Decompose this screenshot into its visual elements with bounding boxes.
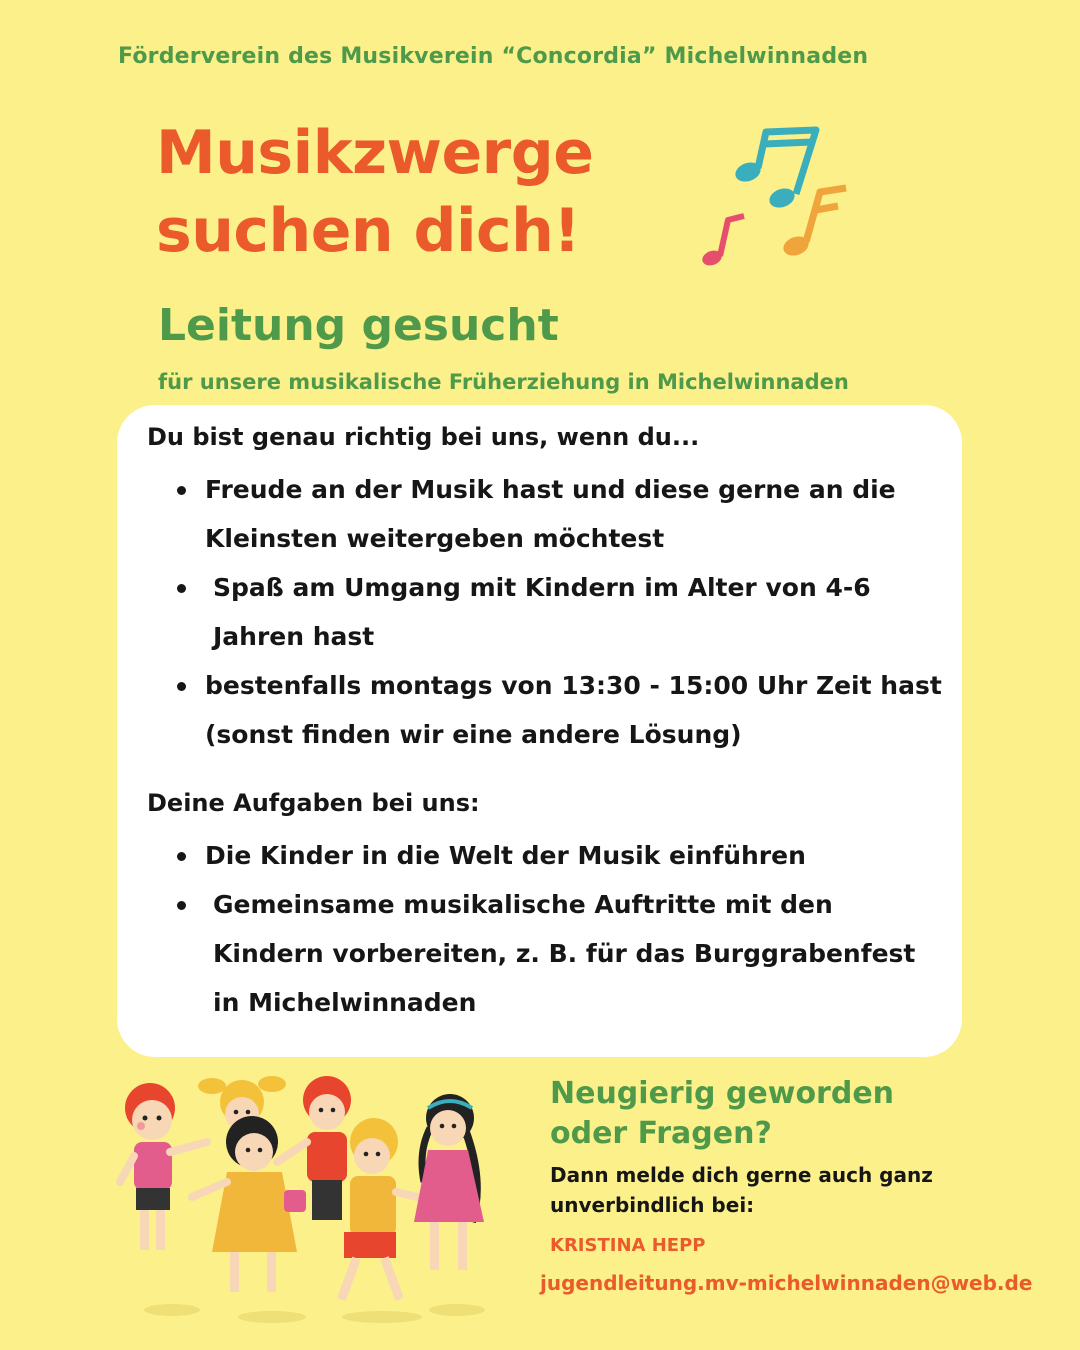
headline: [156, 114, 676, 270]
list-item: bestenfalls montags von 13:30 - 15:00 Uhr Zeit hast (sonst finden wir eine andere Lösung): [205, 661, 945, 759]
children-illustration: [112, 1072, 502, 1334]
teal-note-icon: [733, 130, 816, 211]
headline-line-1: Musikzwerge: [156, 118, 594, 188]
contact-email-link[interactable]: jugendleitung.mv-michelwinnaden@web.de: [540, 1271, 1033, 1295]
pink-note-icon: [700, 216, 744, 268]
child-1-icon: [120, 1083, 207, 1250]
organization-name: Förderverein des Musikverein “Concordia” Michelwinnaden: [118, 44, 869, 69]
requirements-title: Du bist genau richtig bei uns, wenn du...: [147, 423, 700, 451]
list-item: Freude an der Musik hast und diese gerne an die Kleinsten weitergeben möchtest: [205, 465, 945, 563]
cta-text: Dann melde dich gerne auch ganz unverbindlich bei:: [550, 1163, 933, 1217]
list-item: Gemeinsame musikalische Auftritte mit den Kindern vorbereiten, z. B. für das Burggrabenfest in Michelwinnaden: [205, 880, 945, 1027]
content-card: [117, 405, 962, 1057]
cta-line-2: oder Fragen?: [550, 1116, 772, 1151]
tagline: für unsere musikalische Früherziehung in Michelwinnaden: [158, 370, 849, 394]
contact-name: KRISTINA HEPP: [550, 1235, 706, 1256]
list-item: Spaß am Umgang mit Kindern im Alter von 4-6 Jahren hast: [205, 563, 945, 661]
tasks-title: Deine Aufgaben bei uns:: [147, 789, 480, 817]
cta-line-1: Neugierig geworden: [550, 1076, 895, 1111]
list-item: Die Kinder in die Welt der Musik einführen: [205, 831, 945, 880]
cta-heading: [550, 1074, 970, 1154]
subheadline: Leitung gesucht: [158, 300, 559, 351]
headline-line-2: suchen dich!: [156, 196, 581, 266]
child-5-icon: [337, 1118, 430, 1301]
child-6-icon: [414, 1094, 484, 1270]
tasks-list: [205, 831, 945, 1027]
requirements-list: [205, 465, 945, 759]
music-notes-icon: [700, 120, 860, 280]
